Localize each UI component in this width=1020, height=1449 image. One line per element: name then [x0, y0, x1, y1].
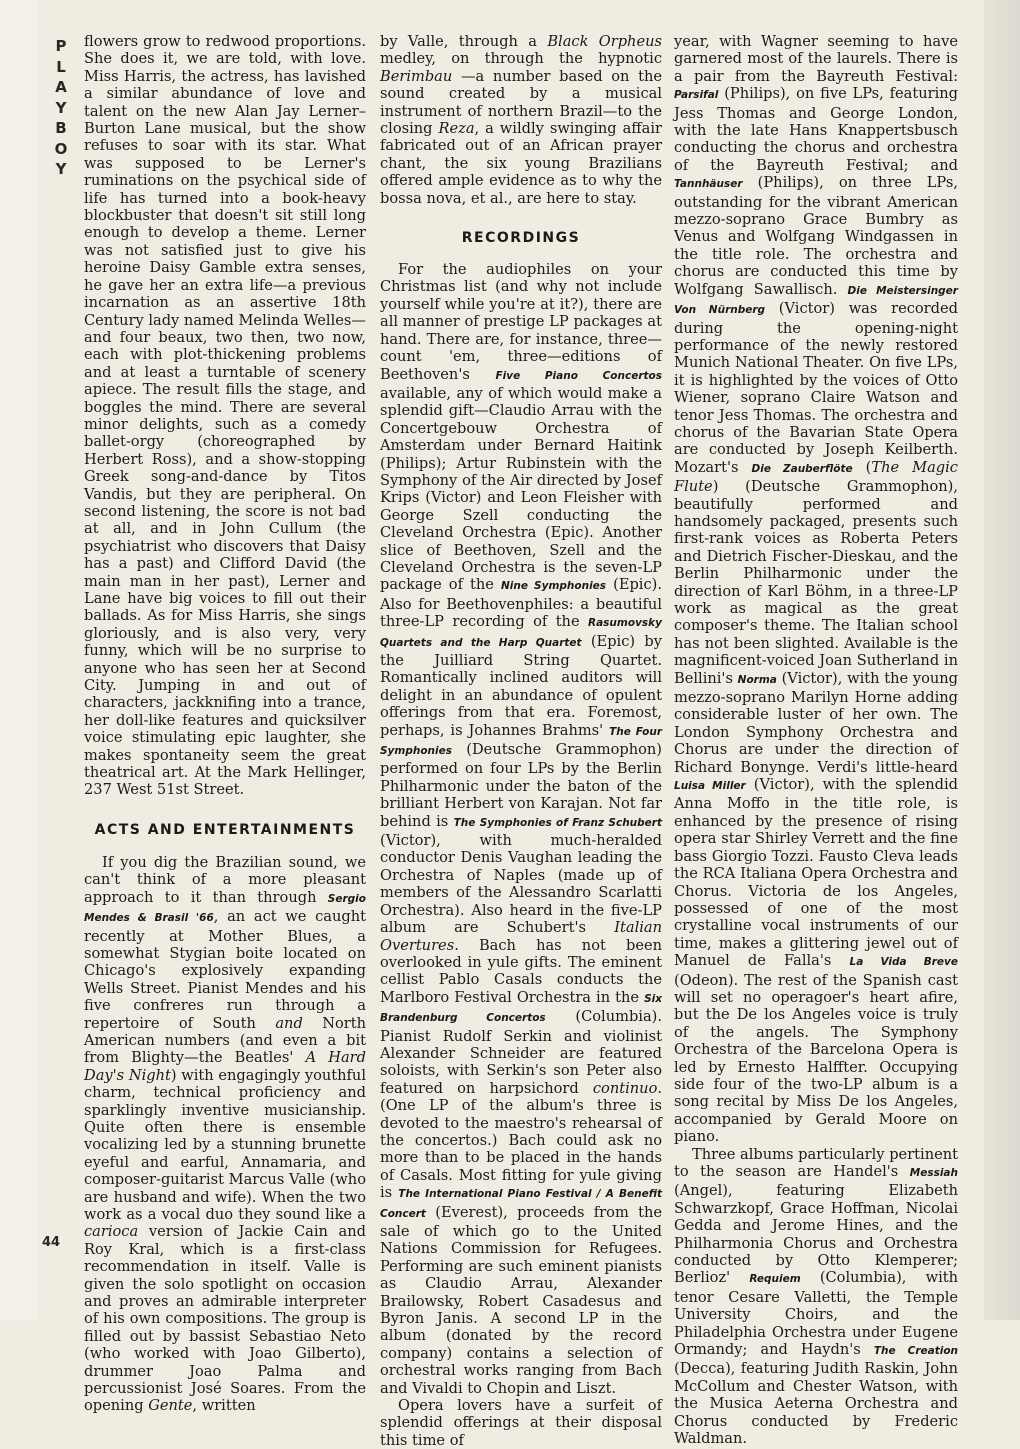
page-margin-left	[0, 0, 38, 1320]
section-heading-recordings: RECORDINGS	[461, 230, 581, 247]
masthead-letter: A	[55, 78, 67, 96]
masthead-letter: O	[54, 139, 68, 158]
theater-review-paragraph: flowers grow to redwood proportions. She does it, we are told, with love. Miss Harris, the actress, has lavished a similar abundance of love and talent on the new Alan Jay Lerner–Burton Lane musical, but the show refuses to soar with its star. What was supposed to be Lerner's ruminations on the psychical side of life has turned into a book-heavy blockbuster that doesn't sit still long enough to develop a theme. Lerner was not satisfied just to give his heroine Daisy Gamble extra senses, he gave her an extra life—a previous incarnation as an assertive 18th Century lady named Melinda Welles—and four beaux, two then, two now, each with plot-thickening problems and at least a turntable of scenery apiece. The result fills the stage, and boggles the mind. There are several minor delights, such as a comedy ballet-orgy (choreographed by Herbert Ross), and a show-stopping Greek song-and-dance by Titos Vandis, but they are peripheral. On second listening, the score is not bad at all, and in John Cullum (the psychiatrist who discovers that Daisy has a past) and Clifford David (the main man in her past), Lerner and Lane have big voices to fill out their ballads. As for Miss Harris, she sings gloriously, and is also very, very funny, which will be no surprise to anyone who has seen her at Second City. Jumping in and out of characters, jackknifing into a trance, her doll-like features and quicksilver voice stimulating epic laughter, she makes spontaneity seem the great theatrical art. At the Mark Hellinger, 237 West 51st Street.	[84, 33, 366, 799]
holiday-albums-paragraph: Three albums particularly pertinent to the season are Handel's Messiah (Angel), featuring Elizabeth Schwarzkopf, Grace Hoffman, Nicolai Gedda and Jerome Hines, and the Philharmonia Chorus and Orchestra conducted by Otto Klemperer; Berlioz' Requiem (Columbia), with tenor Cesare Valletti, the Temple University Choirs, and the Philadelphia Orchestra under Eugene Ormandy; and Haydn's The Creation (Decca), featuring Judith Raskin, John McCollum and Chester Watson, with the Musica Aeterna Orchestra and Chorus conducted by Frederic Waldman.	[674, 1145, 959, 1448]
column-1	[84, 33, 366, 1415]
masthead-letter: L	[56, 57, 66, 76]
column-3	[674, 33, 958, 1448]
recordings-paragraph: For the audiophiles on your Christmas list (and why not include yourself while you're at it?), there are all manner of prestige LP packages at hand. There are, for instance, three—count 'em, three—editions of Beethoven's Five Piano Concertos available, any of which would make a splendid gift—Claudio Arrau with the Concertgebouw Orchestra of Amsterdam under Bernard Haitink (Philips); Artur Rubinstein with the Symphony of the Air directed by Josef Krips (Victor) and Leon Fleisher with George Szell conducting the Cleveland Orchestra (Epic). Another slice of Beethoven, Szell and the Cleveland Orchestra is the seven-LP package of the Nine Symphonies (Epic). Also for Beethovenphiles: a beautiful three-LP recording of the Rasumovsky Quartets and the Harp Quartet (Epic) by the Juilliard String Quartet. Romantically inclined auditors will delight in an abundance of opulent offerings from that era. Foremost, perhaps, is Johannes Brahms' The Four Symphonies (Deutsche Grammophon) performed on four LPs by the Berlin Philharmonic under the baton of the brilliant Herbert von Karajan. Not far behind is The Symphonies of Franz Schubert (Victor), with much-heralded conductor Denis Vaughan leading the Orchestra of Naples (made up of members of the Alessandro Scarlatti Orchestra). Also heard in the five-LP album are Schubert's Italian Overtures. Bach has not been overlooked in yule gifts. The eminent cellist Pablo Casals conducts the Marlboro Festival Orchestra in the Six Brandenburg Concertos (Columbia). Pianist Rudolf Serkin and violinist Alexander Schneider are featured soloists, with Serkin's son Peter also featured on harpsichord continuo. (One LP of the album's three is devoted to the maestro's rehearsal of the concertos.) Bach could ask no more than to be placed in the hands of Casals. Most fitting for yule giving is The International Piano Festival / A Benefit Concert (Everest), proceeds from the sale of which go to the United Nations Commission for Refugees. Performing are such eminent pianists as Claudio Arrau, Alexander Brailowsky, Robert Casadesus and Byron Janis. A second LP in the album (donated by the record company) contains a selection of orchestral works ranging from Bach and Vivaldi to Chopin and Liszt.	[380, 261, 663, 1397]
masthead-letter: Y	[55, 160, 67, 178]
page-margin-right	[984, 0, 1020, 1320]
opera-paragraph: year, with Wagner seeming to have garnered most of the laurels. There is a pair from the Bayreuth Festival: Parsifal (Philips), on five LPs, featuring Jess Thomas and George London, with the late Hans Knappertsbusch conducting the chorus and orchestra of the Bayreuth Festival; and Tannhäuser (Philips), on three LPs, outstanding for the vibrant American mezzo-soprano Grace Bumbry as Venus and Wolfgang Windgassen in the title role. The orchestra and chorus are conducted this time by Wolfgang Sawallisch. Die Meistersinger Von Nürnberg (Victor) was recorded during the opening-night performance of the newly restored Munich National Theater. On five LPs, it is highlighted by the voices of Otto Wiener, soprano Claire Watson and tenor Jess Thomas. The orchestra and chorus of the Bavarian State Opera are conducted by Joseph Keilberth. Mozart's Die Zauberflöte (The Magic Flute) (Deutsche Grammophon), beautifully performed and handsomely packaged, presents such first-rank voices as Roberta Peters and Dietrich Fischer-Dieskau, and the Berlin Philharmonic under the direction of Karl Böhm, in a three-LP work as magical as the great composer's theme. The Italian school has not been slighted. Available is the magnificent-voiced Joan Sutherland in Bellini's Norma (Victor), with the young mezzo-soprano Marilyn Horne adding considerable luster of her own. The London Symphony Orchestra and Chorus are under the direction of Richard Bonynge. Verdi's little-heard Luisa Miller (Victor), with the splendid Anna Moffo in the title role, is enhanced by the presence of rising opera star Shirley Verrett and the fine bass Giorgio Tozzi. Fausto Cleva leads the RCA Italiana Opera Orchestra and Chorus. Victoria de los Angeles, possessed of one of the most crystalline vocal instruments of our time, makes a glittering jewel out of Manuel de Falla's La Vida Breve (Odeon). The rest of the Spanish cast will set no operagoer's heart afire, but the De los Angeles voice is truly of the angels. The Symphony Orchestra of the Barcelona Opera is led by Ernesto Halffter. Occupying side four of the two-LP album is a song recital by Miss De los Angeles, accompanied by Gerald Moore on piano.	[674, 33, 959, 1146]
acts-paragraph-continued: by Valle, through a Black Orpheus medley, on through the hypnotic Berimbau —a number based on the sound created by a musical instrument of northern Brazil—to the closing Reza, a wildly swinging affair fabricated out of an African prayer chant, the six young Brazilians offered ample evidence as to why the bossa nova, et al., are here to stay.	[380, 33, 663, 207]
masthead-letter: Y	[55, 98, 67, 117]
acts-paragraph: If you dig the Brazilian sound, we can't think of a more pleasant approach to it than through Sergio Mendes & Brasil '66, an act we caught recently at Mother Blues, a somewhat Stygian boite located on Chicago's explosively expanding Wells Street. Pianist Mendes and his five confreres run through a repertoire of South and North American numbers (and even a bit from Blighty—the Beatles' A Hard Day's Night) with engagingly youthful charm, technical proficiency and sparklingly inventive musicianship. Quite often there is ensemble vocalizing led by a stunning brunette eyeful and earful, Annamaria, and composer-guitarist Marcus Valle (who are husband and wife). When the two work as a vocal duo they sound like a carioca version of Jackie Cain and Roy Kral, which is a first-class recommendation in itself. Valle is given the solo spotlight on occasion and proves an admirable interpreter of his own compositions. The group is filled out by bassist Sebastiao Neto (who worked with Joao Gilberto), drummer Joao Palma and percussionist José Soares. From the opening Gente, written	[84, 853, 366, 1415]
masthead-letter: P	[55, 37, 67, 55]
masthead-letter: B	[55, 119, 67, 137]
section-heading-acts: ACTS AND ENTERTAINMENTS	[94, 821, 356, 838]
masthead-vertical	[50, 36, 72, 180]
column-2	[380, 33, 662, 1449]
page-number: 44	[42, 1235, 61, 1250]
opera-paragraph-start: Opera lovers have a surfeit of splendid offerings at their disposal this time of	[380, 1397, 662, 1449]
